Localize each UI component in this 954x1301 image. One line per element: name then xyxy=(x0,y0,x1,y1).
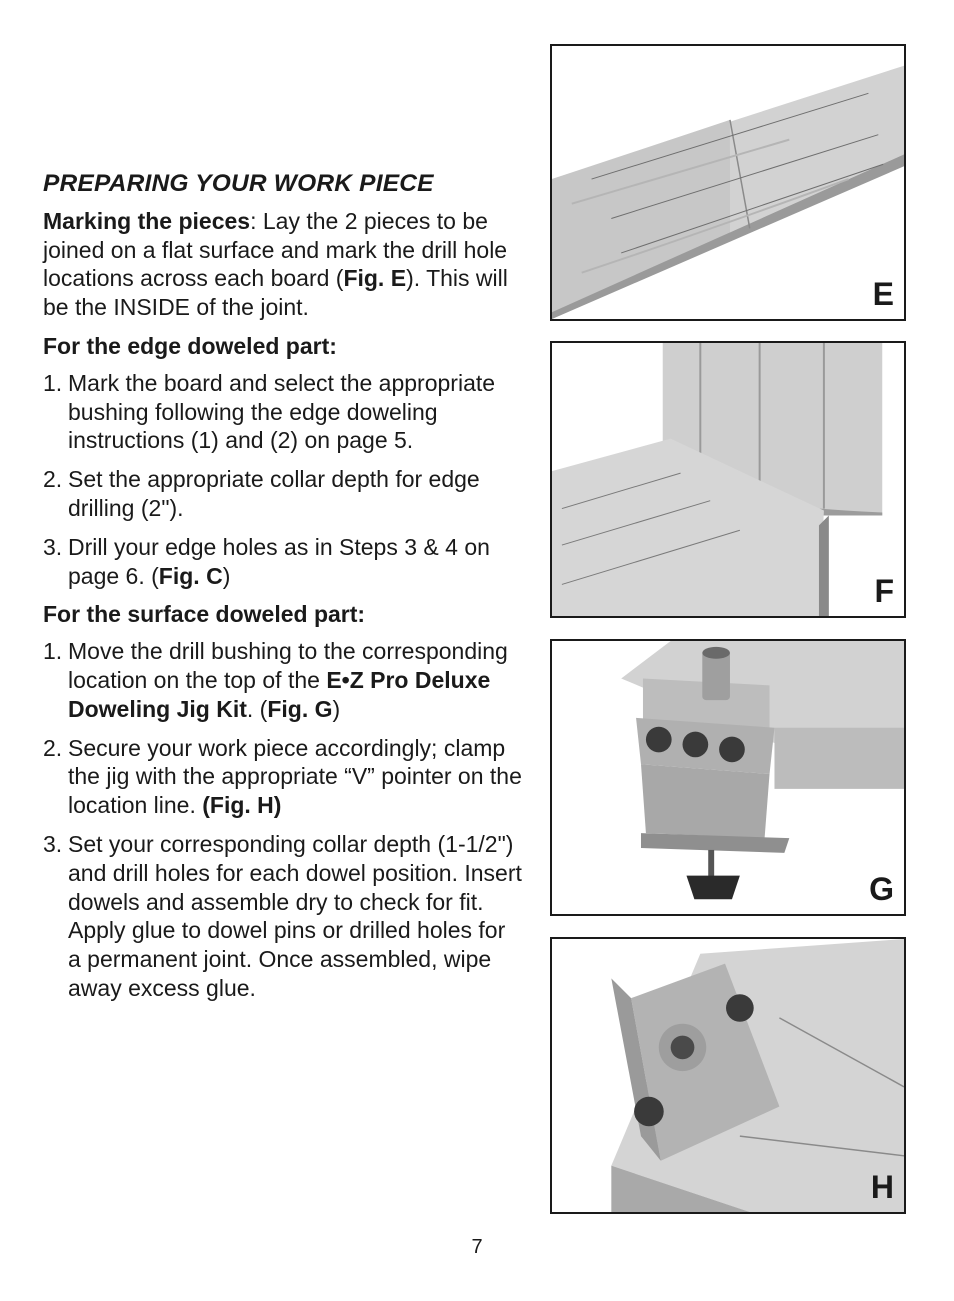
step-number: 1. xyxy=(43,369,63,396)
step-number: 2. xyxy=(43,734,63,761)
surface-heading: For the surface doweled part: xyxy=(43,601,366,628)
boards-joint-illustration xyxy=(552,343,904,616)
step-text-end: ) xyxy=(332,695,341,722)
surface-step-3 xyxy=(43,830,523,1003)
instructions-column xyxy=(43,170,523,1013)
edge-heading: For the edge doweled part: xyxy=(43,332,337,359)
step-number: 2. xyxy=(43,466,63,493)
section-title: PREPARING YOUR WORK PIECE xyxy=(43,170,434,197)
intro-text-2: ). This will be the INSIDE of the joint. xyxy=(43,265,508,321)
boards-marked-illustration xyxy=(552,46,904,319)
intro-lead: Marking the pieces xyxy=(43,207,251,234)
step-number: 1. xyxy=(43,638,63,665)
step-number: 3. xyxy=(43,533,63,560)
step-text: Mark the board and select the appropriate bushing following the edge doweling instructions (1) and (2) on page 5. xyxy=(68,369,496,454)
step-text-end: ) xyxy=(222,562,231,589)
step-text: Secure your work piece accordingly; clamp the jig with the appropriate “V” pointer on the location line. xyxy=(68,734,522,819)
intro-fig-ref: Fig. E xyxy=(343,265,407,292)
figure-f xyxy=(550,341,906,618)
step-text: Move the drill bushing to the corresponding location on the top of the xyxy=(68,638,508,693)
step-fig-ref: (Fig. H) xyxy=(202,792,282,819)
surface-step-2 xyxy=(43,734,523,820)
step-text: Set the appropriate collar depth for edge drilling (2"). xyxy=(68,466,480,521)
surface-steps xyxy=(43,637,523,1003)
edge-step-2 xyxy=(43,465,523,523)
doweling-jig-illustration xyxy=(552,641,904,914)
step-text-mid: . ( xyxy=(246,695,268,722)
figure-label: F xyxy=(874,573,894,609)
jig-surface-illustration xyxy=(552,939,904,1212)
figure-g xyxy=(550,639,906,916)
step-fig-ref: Fig. G xyxy=(267,695,333,722)
figure-e xyxy=(550,44,906,321)
step-text: Drill your edge holes as in Steps 3 & 4 on page 6. ( xyxy=(68,533,490,589)
surface-step-1 xyxy=(43,637,523,723)
figure-label: E xyxy=(872,276,894,312)
edge-steps xyxy=(43,369,523,591)
edge-step-3 xyxy=(43,533,523,591)
step-text: Set your corresponding collar depth (1-1/2") and drill holes for each dowel position. Insert dowels and assemble dry to check for fit. Apply glue to dowel pins or drilled holes for a permanent joint. Once assembled, wipe away excess glue. xyxy=(68,830,522,1001)
step-fig-ref: Fig. C xyxy=(158,562,223,589)
edge-step-1 xyxy=(43,369,523,455)
page-number: 7 xyxy=(471,1236,483,1258)
figure-label: G xyxy=(869,871,894,907)
figure-h xyxy=(550,937,906,1214)
product-name: E•Z Pro Deluxe Doweling Jig Kit xyxy=(68,666,491,722)
intro-text-1: : Lay the 2 pieces to be joined on a flat surface and mark the drill hole locations across each board ( xyxy=(43,207,508,292)
intro-paragraph xyxy=(43,207,523,322)
step-number: 3. xyxy=(43,830,63,857)
figure-label: H xyxy=(870,1169,894,1205)
